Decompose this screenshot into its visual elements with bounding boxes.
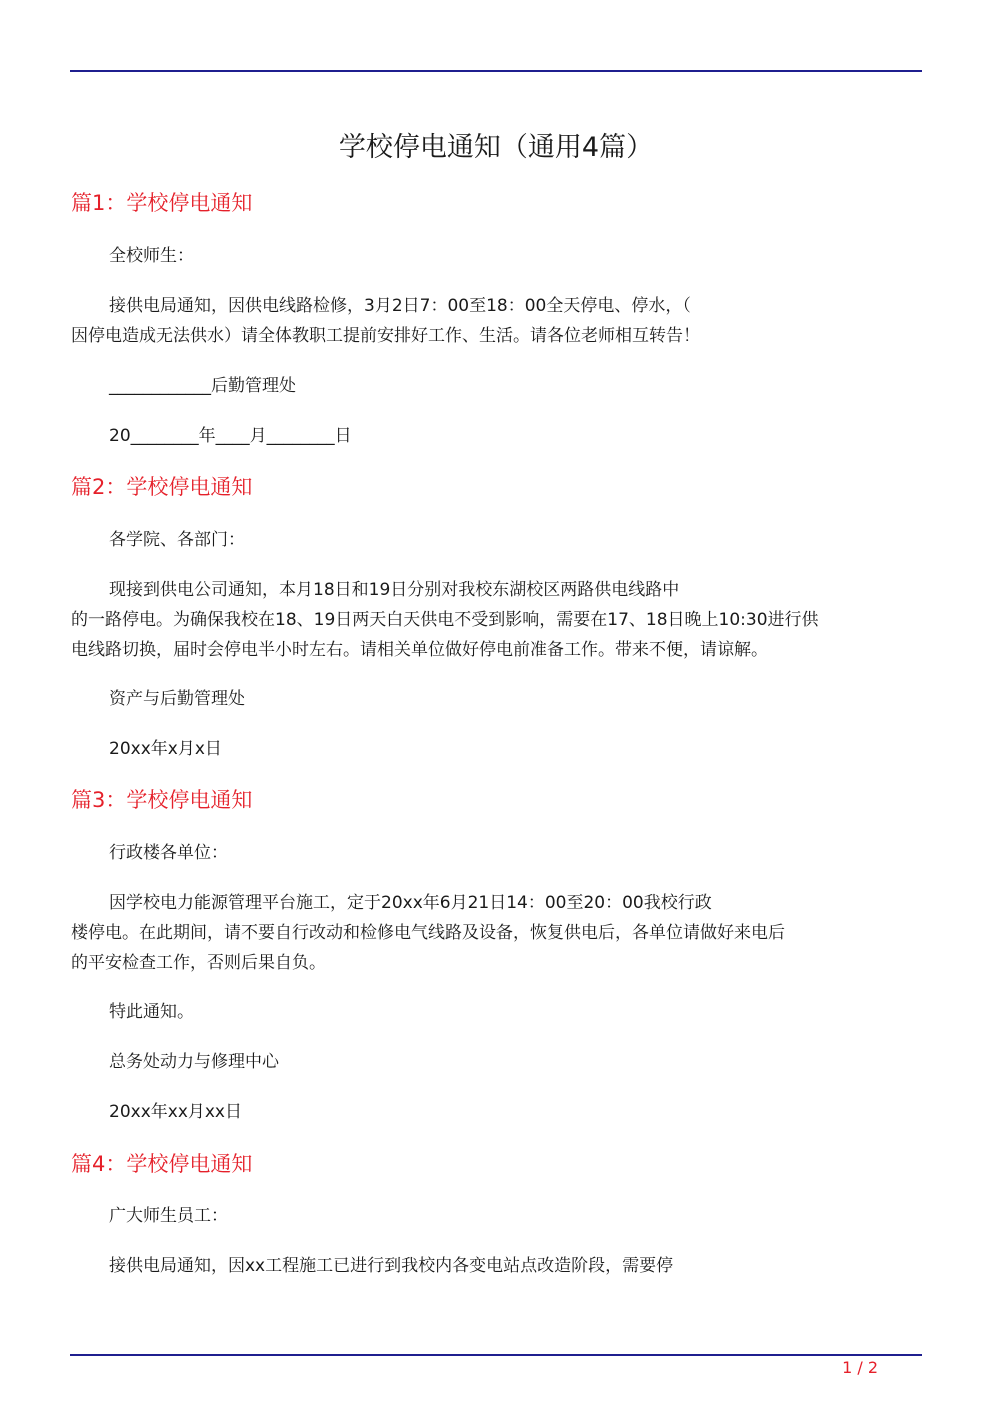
body-line: 楼停电。在此期间，请不要自行改动和检修电气线路及设备，恢复供电后，各单位请做好来电后 — [71, 923, 785, 943]
footer-rule — [70, 1354, 922, 1356]
body-line: 现接到供电公司通知，本月18日和19日分别对我校东湖校区两路供电线路中 — [109, 580, 680, 600]
section-3-body — [71, 888, 911, 978]
body-line: 因学校电力能源管理平台施工，定于20xx年6月21日14：00至20：00我校行政 — [109, 893, 712, 913]
section-2-salutation: 各学院、各部门： — [109, 530, 245, 550]
page-number: 1 / 2 — [842, 1358, 878, 1377]
section-2-date: 20xx年x月x日 — [109, 739, 222, 759]
section-1-signer: ____________后勤管理处 — [109, 376, 296, 396]
section-2-signer: 资产与后勤管理处 — [109, 689, 245, 709]
section-3-closing: 特此通知。 — [109, 1002, 194, 1022]
section-4-heading: 篇4：学校停电通知 — [71, 1152, 253, 1176]
header-rule — [70, 70, 922, 72]
body-line: 的一路停电。为确保我校在18、19日两天白天供电不受到影响，需要在17、18日晚上10:30进行供 — [71, 610, 819, 630]
section-2-heading: 篇2：学校停电通知 — [71, 475, 253, 499]
section-1-salutation: 全校师生： — [109, 246, 194, 266]
body-line: 因停电造成无法供水）请全体教职工提前安排好工作、生活。请各位老师相互转告！ — [71, 326, 700, 346]
section-3-salutation: 行政楼各单位： — [109, 843, 228, 863]
document-title: 学校停电通知（通用4篇） — [338, 132, 654, 163]
body-line: 接供电局通知，因xx工程施工已进行到我校内各变电站点改造阶段，需要停 — [109, 1256, 674, 1276]
section-3-heading: 篇3：学校停电通知 — [71, 788, 253, 812]
section-2-body — [71, 575, 911, 665]
body-line: 的平安检查工作，否则后果自负。 — [71, 953, 326, 973]
section-4-body — [71, 1251, 911, 1281]
section-3-date: 20xx年xx月xx日 — [109, 1102, 242, 1122]
body-line: 接供电局通知，因供电线路检修，3月2日7：00至18：00全天停电、停水，（ — [109, 296, 691, 316]
section-1-body — [71, 291, 911, 351]
section-4-salutation: 广大师生员工： — [109, 1206, 228, 1226]
section-3-signer: 总务处动力与修理中心 — [109, 1052, 279, 1072]
section-1-date: 20________年____月________日 — [109, 426, 352, 446]
section-1-heading: 篇1：学校停电通知 — [71, 191, 253, 215]
body-line: 电线路切换，届时会停电半小时左右。请相关单位做好停电前准备工作。带来不便，请谅解。 — [71, 640, 768, 660]
